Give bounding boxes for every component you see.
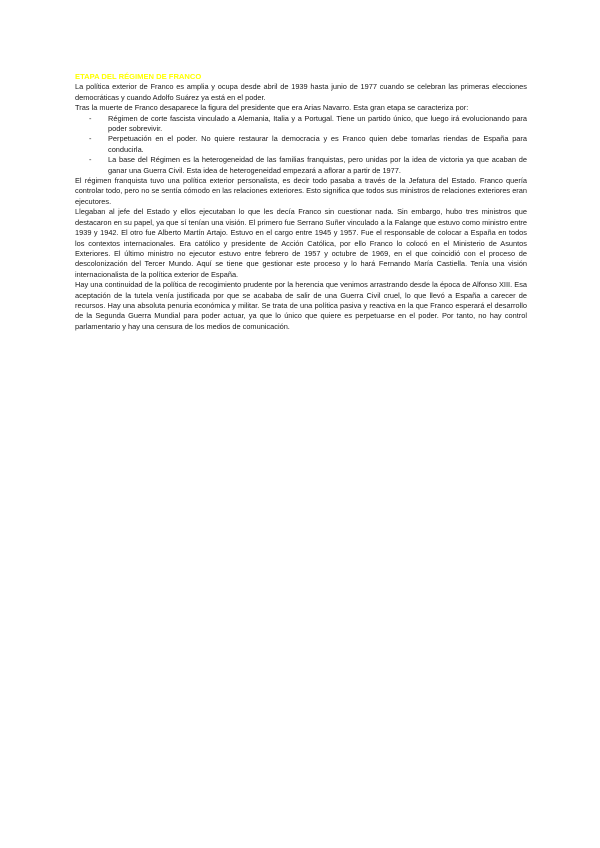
body-paragraph-ministers: Llegaban al jefe del Estado y ellos ejecutaban lo que les decía Franco sin cuestionar nada. Sin embargo, hubo tres ministros que destacaron en su papel, ya que sí tenían una visión. El primero fue Serrano Suñer vinculado a la Falange que estuvo como ministro entre 1939 y 1942. El otro fue Alberto Martín Artajo. Estuvo en el cargo entre 1945 y 1957. Fue el responsable de colocar a España en todos los contextos internacionales. Era católico y presidente de Acción Católica, por ello Franco lo colocó en el Ministerio de Asuntos Exteriores. El último ministro no ejecutor estuvo entre febrero de 1957 y octubre de 1969, en el que coincidió con el proceso de descolonización del Tercer Mundo. Aquí se tiene que gestionar este proceso y lo hará Fernando María Castiella. Tenía una visión internacionalista de la política exterior de España. <box>75 207 527 279</box>
list-item-text: Régimen de corte fascista vinculado a Alemania, Italia y a Portugal. Tiene un partido único, que luego irá evolucionando para poder sobrevivir. <box>108 113 527 134</box>
list-item-text: Perpetuación en el poder. No quiere restaurar la democracia y es Franco quien debe tomarlas riendas de España para conducirla. <box>108 134 527 154</box>
characteristics-list <box>75 114 527 176</box>
intro-paragraph-2: Tras la muerte de Franco desaparece la figura del presidente que era Arias Navarro. Esta gran etapa se caracteriza por: <box>75 103 469 113</box>
body-paragraph-continuity: Hay una continuidad de la política de recogimiento prudente por la herencia que venimos arrastrando desde la época de Alfonso XIII. Esa aceptación de la tutela venía justificada por que se acababa de salir de una Guerra Civil cruel, lo que llevó a España a carecer de recursos. Hay una absoluta penuria económica y militar. Se trata de una política pasiva y reactiva en la que Franco esperará el desarrollo de la Segunda Guerra Mundial para poder actuar, ya que lo único que quiere es perpetuarse en el poder. Por tanto, no hay control parlamentario y hay una censura de los medios de comunicación. <box>75 280 527 331</box>
intro-paragraph-1: La política exterior de Franco es amplia y ocupa desde abril de 1939 hasta junio de 1977 cuando se celebran las primeras elecciones democráticas y cuando Adolfo Suárez ya está en el poder. <box>75 82 527 102</box>
body-paragraph-personalist-policy: El régimen franquista tuvo una política exterior personalista, es decir todo pasaba a través de la Jefatura del Estado. Franco quería controlar todo, pero no se sentía cómodo en las relaciones exteriores. Esto significa que todos sus ministros de relaciones exteriores eran ejecutores. <box>75 176 527 206</box>
list-item <box>75 134 527 155</box>
bullet-dash: - <box>89 113 92 123</box>
bullet-dash: - <box>89 134 92 144</box>
list-item <box>75 114 527 135</box>
document-page <box>75 72 527 332</box>
list-item <box>75 155 527 176</box>
list-item-text: La base del Régimen es la heterogeneidad de las familias franquistas, pero unidas por la idea de victoria ya que acaban de ganar una Guerra Civil. Esta idea de heterogeneidad empezará a aflorar a partir de 1977. <box>108 155 527 175</box>
bullet-dash: - <box>89 155 92 165</box>
document-title: ETAPA DEL RÉGIMEN DE FRANCO <box>75 72 202 81</box>
